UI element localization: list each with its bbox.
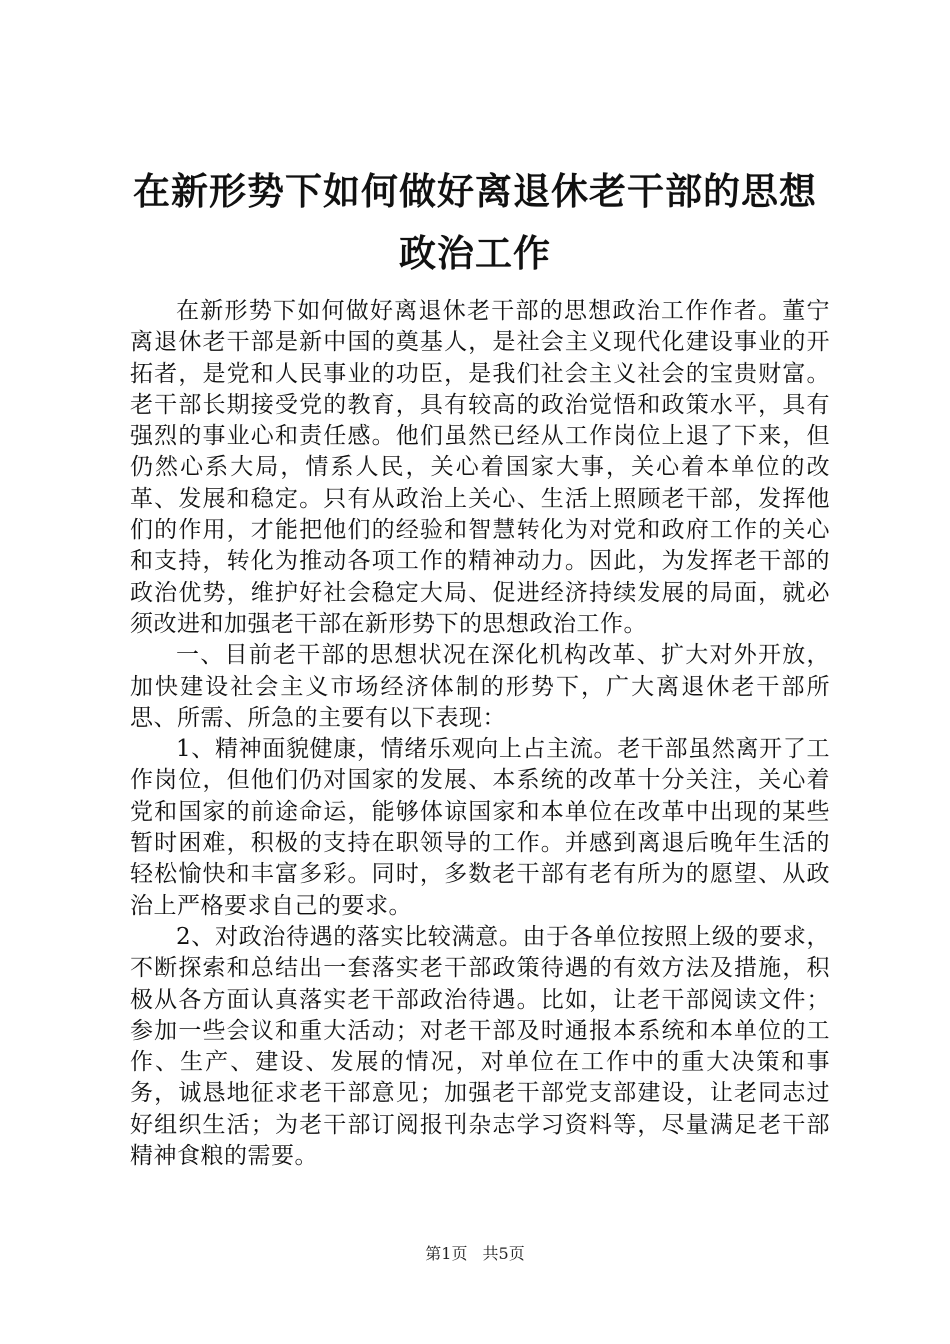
page-total: 共5页: [482, 1244, 525, 1263]
page-number: 第1页: [425, 1244, 468, 1263]
document-body: [130, 296, 830, 1172]
paragraph-section-one: 一、目前老干部的思想状况在深化机构改革、扩大对外开放，加快建设社会主义市场经济体制的形势下，广大离退休老干部所思、所需、所急的主要有以下表现：: [130, 642, 830, 731]
paragraph-point-two: 2、对政治待遇的落实比较满意。由于各单位按照上级的要求，不断探索和总结出一套落实老干部政策待遇的有效方法及措施，积极从各方面认真落实老干部政治待遇。比如，让老干部阅读文件；参加一些会议和重大活动；对老干部及时通报本系统和本单位的工作、生产、建设、发展的情况，对单位在工作中的重大决策和事务，诚恳地征求老干部意见；加强老干部党支部建设，让老同志过好组织生活；为老干部订阅报刊杂志学习资料等，尽量满足老干部精神食粮的需要。: [130, 923, 830, 1170]
document-title: 在新形势下如何做好离退休老干部的思想政治工作: [133, 169, 817, 275]
paragraph-intro: 在新形势下如何做好离退休老干部的思想政治工作作者。董宁离退休老干部是新中国的奠基人，是社会主义现代化建设事业的开拓者，是党和人民事业的功臣，是我们社会主义社会的宝贵财富。老干部长期接受党的教育，具有较高的政治觉悟和政策水平，具有强烈的事业心和责任感。他们虽然已经从工作岗位上退了下来，但仍然心系大局，情系人民，关心着国家大事，关心着本单位的改革、发展和稳定。只有从政治上关心、生活上照顾老干部，发挥他们的作用，才能把他们的经验和智慧转化为对党和政府工作的关心和支持，转化为推动各项工作的精神动力。因此，为发挥老干部的政治优势，维护好社会稳定大局、促进经济持续发展的局面，就必须改进和加强老干部在新形势下的思想政治工作。: [130, 298, 830, 637]
paragraph-point-one: 1、精神面貌健康，情绪乐观向上占主流。老干部虽然离开了工作岗位，但他们仍对国家的发展、本系统的改革十分关注，关心着党和国家的前途命运，能够体谅国家和本单位在改革中出现的某些暂时困难，积极的支持在职领导的工作。并感到离退后晚年生活的轻松愉快和丰富多彩。同时，多数老干部有老有所为的愿望、从政治上严格要求自己的要求。: [130, 736, 830, 919]
page-footer: [0, 1244, 950, 1264]
